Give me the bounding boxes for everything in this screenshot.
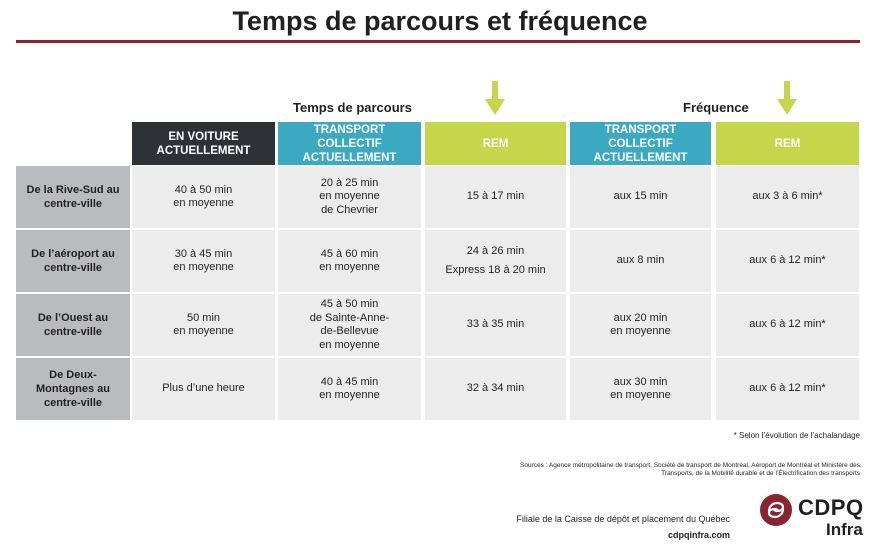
row-label — [16, 166, 130, 228]
cell-text-line: 32 à 34 min — [466, 382, 525, 395]
table-cell — [570, 358, 711, 420]
logo-text-line1: CDPQ — [798, 495, 864, 520]
table-cell — [278, 358, 421, 420]
table-cell — [716, 230, 859, 292]
page-title: Temps de parcours et fréquence — [232, 6, 648, 36]
cell-text-line: en moyenne — [319, 261, 380, 273]
table-cell — [132, 358, 275, 420]
frequency-group-label: Fréquence — [683, 100, 749, 115]
table-cell — [570, 166, 711, 228]
cell-text-line: 50 min — [186, 311, 221, 324]
table-cell — [716, 294, 859, 356]
table-cell — [716, 358, 859, 420]
row-label-text: De l’Ouest au centre-ville — [37, 312, 109, 338]
column-header-4: TRANSPORT COLLECTIF ACTUELLEMENT — [570, 122, 711, 165]
cell-text-line: de Chevrier — [321, 203, 378, 216]
table-cell — [132, 230, 275, 292]
table-cell — [570, 294, 711, 356]
cell-text-line: aux 30 min — [613, 375, 668, 388]
cell-text-line: Express 18 à 20 min — [445, 264, 546, 276]
cell-text-line: 30 à 45 min — [174, 247, 233, 260]
row-label — [16, 294, 130, 356]
table-cell — [278, 230, 421, 292]
cell-text-line: en moyenne — [319, 190, 380, 203]
cell-text-line: 24 à 26 min — [466, 244, 525, 257]
logo-text-line2: Infra — [826, 520, 863, 539]
table-cell — [278, 294, 421, 356]
filiale-text: Filiale de la Caisse de dépôt et placement du Québec — [516, 514, 730, 524]
down-arrow-icon — [775, 81, 799, 117]
table-cell — [425, 166, 566, 228]
cell-text-line: 33 à 35 min — [466, 318, 525, 331]
row-label-text: De l’aéroport au centre-ville — [31, 248, 115, 274]
cell-text-line: 40 à 45 min — [320, 375, 379, 388]
column-header-5: REM — [716, 122, 859, 165]
cell-text-line: aux 8 min — [616, 254, 665, 267]
column-header-1: EN VOITURE ACTUELLEMENT — [132, 122, 275, 165]
cell-text-line: en moyenne — [319, 389, 380, 401]
table-cell — [425, 230, 566, 292]
row-label — [16, 230, 130, 292]
table-cell — [425, 294, 566, 356]
cell-text-line: aux 20 min — [613, 311, 668, 324]
sources-note — [500, 462, 860, 478]
cell-text-line: aux 6 à 12 min* — [749, 318, 826, 331]
title-divider — [16, 40, 860, 43]
cell-text-line: 45 à 60 min — [320, 247, 379, 260]
travel-time-group-label: Temps de parcours — [293, 100, 412, 115]
cell-text-line: de-Bellevue — [320, 325, 379, 337]
cell-text-line: aux 3 à 6 min* — [752, 190, 823, 203]
table-cell — [716, 166, 859, 228]
cell-text-line: 40 à 50 min — [174, 183, 233, 196]
cell-text-line: 20 à 25 min — [320, 176, 379, 189]
cell-text-line: Plus d’une heure — [162, 382, 245, 395]
table-cell — [132, 166, 275, 228]
cell-text-line: en moyenne — [319, 338, 380, 351]
cell-text-line: aux 6 à 12 min* — [749, 382, 826, 395]
cell-text-line: en moyenne — [610, 389, 671, 401]
cell-text-line: 15 à 17 min — [466, 190, 525, 203]
cell-text-line: en moyenne — [173, 325, 234, 337]
table-cell — [132, 294, 275, 356]
table-cell — [570, 230, 711, 292]
cell-text-line: en moyenne — [173, 261, 234, 273]
column-header-3: REM — [425, 122, 566, 165]
website-link[interactable]: cdpqinfra.com — [667, 530, 730, 540]
row-label-text: De la Rive-Sud au centre-ville — [26, 184, 120, 210]
row-label — [16, 358, 130, 420]
sources-text: Sources : Agence métropolitaine de transport, Société de transport de Montréal, Aéroport de Montréal et Ministère des Transports, de la Mobilité durable et de l’Électrification des transports — [520, 462, 860, 477]
table-cell — [278, 166, 421, 228]
cell-text-line: de Sainte-Anne- — [309, 311, 390, 324]
cell-text-line: 45 à 50 min — [320, 298, 379, 310]
cell-text-line: en moyenne — [173, 197, 234, 209]
table-cell — [425, 358, 566, 420]
down-arrow-icon — [483, 81, 507, 117]
cell-text-line: aux 6 à 12 min* — [749, 254, 826, 267]
cdpq-logo-mark-icon — [760, 494, 792, 526]
column-header-2: TRANSPORT COLLECTIF ACTUELLEMENT — [278, 122, 421, 165]
footnote: * Selon l’évolution de l’achalandage — [733, 431, 860, 440]
cell-text-line: aux 15 min — [613, 190, 668, 203]
row-label-text: De Deux-Montagnes au centre-ville — [36, 369, 110, 409]
cell-text-line: en moyenne — [610, 325, 671, 337]
